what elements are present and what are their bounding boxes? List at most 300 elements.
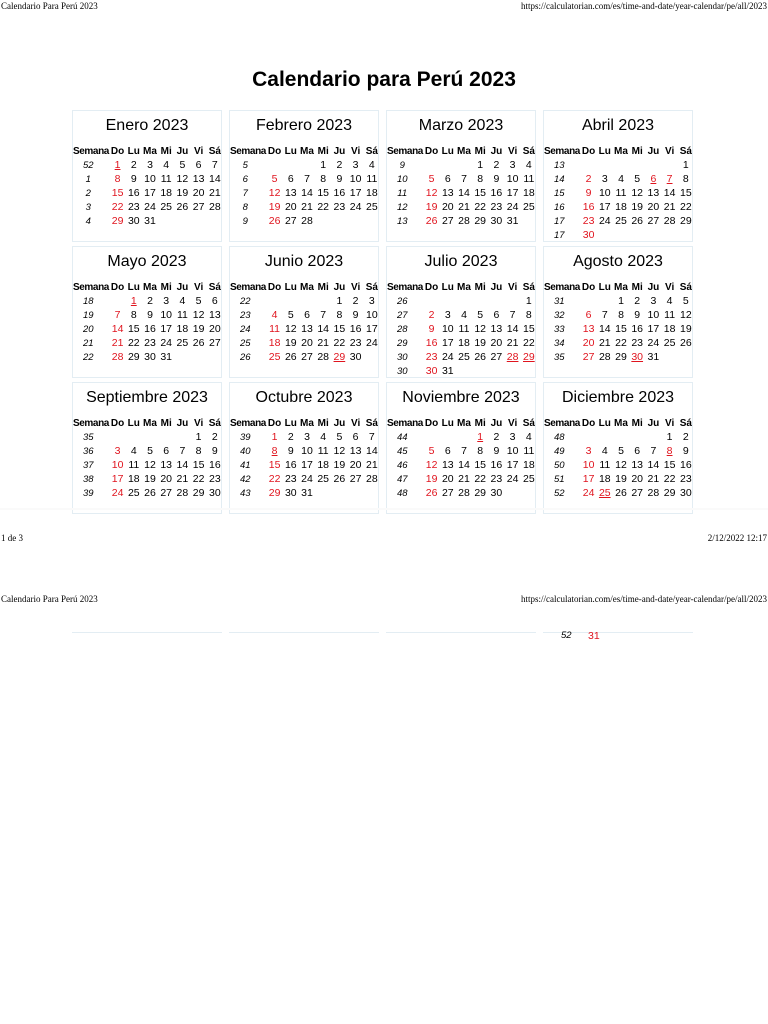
weekday-header: Ju xyxy=(176,281,189,293)
week-number: 20 xyxy=(82,323,94,335)
week-column-header: Semana xyxy=(387,145,423,157)
day-cell: 12 xyxy=(631,187,644,199)
day-cell: 4 xyxy=(618,173,624,185)
day-cell: 3 xyxy=(650,295,657,307)
day-cell: 26 xyxy=(631,215,644,227)
day-cell xyxy=(440,294,456,308)
day-cell: 11 xyxy=(366,173,378,185)
month-block xyxy=(72,110,222,242)
day-cell xyxy=(521,214,537,228)
day-cell: 16 xyxy=(490,187,503,199)
week-number: 13 xyxy=(553,159,565,171)
day-cell: 1 xyxy=(195,431,202,443)
day-cell: 3 xyxy=(352,159,359,171)
day-cell: 28 xyxy=(647,487,660,499)
day-cell: 30 xyxy=(349,351,362,363)
day-cell: 4 xyxy=(130,445,137,457)
day-cell xyxy=(283,294,299,308)
day-cell: 10 xyxy=(647,309,660,321)
day-cell: 21 xyxy=(458,201,470,213)
week-row xyxy=(73,486,223,500)
day-cell: 8 xyxy=(336,309,343,321)
week-row xyxy=(230,430,380,444)
day-cell: 6 xyxy=(444,445,451,457)
day-cell: 23 xyxy=(127,201,140,213)
week-row xyxy=(230,214,380,228)
day-cell: 2 xyxy=(493,159,500,171)
week-number: 6 xyxy=(242,173,248,185)
day-cell: 18 xyxy=(458,337,470,349)
day-cell xyxy=(109,430,125,444)
day-cell: 8 xyxy=(195,445,202,457)
day-cell: 9 xyxy=(130,173,137,185)
month-table xyxy=(73,416,223,500)
day-cell: 27 xyxy=(160,487,173,499)
day-cell xyxy=(315,214,331,228)
day-cell: 12 xyxy=(615,459,627,471)
day-cell: 3 xyxy=(163,295,170,307)
week-number: 49 xyxy=(553,445,565,457)
week-number: 1 xyxy=(85,173,91,185)
weekday-header: Ma xyxy=(614,417,628,429)
day-cell: 29 xyxy=(192,487,205,499)
month-title: Julio 2023 xyxy=(424,253,498,270)
weekday-header: Do xyxy=(267,281,282,293)
day-cell: 22 xyxy=(474,473,487,485)
day-cell: 9 xyxy=(352,309,359,321)
day-cell xyxy=(348,214,364,228)
week-row xyxy=(544,458,694,472)
day-cell: 18 xyxy=(523,187,535,199)
weekday-header: Lu xyxy=(127,281,140,293)
day-cell: 27 xyxy=(631,487,644,499)
day-cell xyxy=(597,228,613,242)
day-cell: 9 xyxy=(147,309,153,321)
week-number: 52 xyxy=(561,630,572,641)
day-cell: 7 xyxy=(666,173,673,185)
week-number: 36 xyxy=(82,445,94,457)
month-title: Febrero 2023 xyxy=(255,117,353,134)
day-cell: 25 xyxy=(268,351,281,363)
day-cell: 7 xyxy=(601,309,608,321)
day-cell: 15 xyxy=(127,323,140,335)
week-number: 31 xyxy=(553,295,565,307)
day-cell: 16 xyxy=(631,323,644,335)
day-cell: 24 xyxy=(506,473,519,485)
day-cell: 19 xyxy=(425,201,438,213)
day-cell: 19 xyxy=(268,201,281,213)
day-cell: 13 xyxy=(284,187,297,199)
day-cell: 29 xyxy=(474,215,487,227)
month-continuation-border xyxy=(72,632,222,633)
day-cell: 29 xyxy=(474,487,487,499)
day-cell: 24 xyxy=(349,201,362,213)
day-cell: 16 xyxy=(425,337,438,349)
week-column-header: Semana xyxy=(387,281,423,293)
day-cell: 4 xyxy=(179,295,186,307)
day-cell: 17 xyxy=(506,187,519,199)
day-cell: 6 xyxy=(493,309,500,321)
day-cell xyxy=(456,364,472,378)
day-cell: 4 xyxy=(163,159,170,171)
day-cell: 14 xyxy=(647,459,660,471)
day-cell: 11 xyxy=(523,173,535,185)
day-cell: 23 xyxy=(284,473,297,485)
weekday-header: Sá xyxy=(208,281,221,293)
week-number: 23 xyxy=(239,309,251,321)
day-cell xyxy=(580,294,596,308)
month-table xyxy=(387,416,537,500)
weekday-header: Ju xyxy=(647,281,660,293)
day-cell: 26 xyxy=(192,337,205,349)
day-cell xyxy=(174,350,190,364)
day-cell: 2 xyxy=(585,173,592,185)
month-block xyxy=(229,110,379,242)
day-cell: 12 xyxy=(425,459,438,471)
week-row xyxy=(387,172,537,186)
day-cell xyxy=(456,430,472,444)
weekday-header: Mi xyxy=(474,281,486,293)
day-cell: 8 xyxy=(666,445,673,457)
day-cell: 14 xyxy=(663,187,676,199)
day-cell xyxy=(613,158,629,172)
day-cell xyxy=(488,294,504,308)
day-cell: 17 xyxy=(160,323,173,335)
weekday-header: Ma xyxy=(457,145,471,157)
weekday-header: Do xyxy=(424,281,439,293)
weekday-header: Mi xyxy=(631,417,643,429)
day-cell: 30 xyxy=(127,215,140,227)
day-cell: 12 xyxy=(176,173,189,185)
day-cell: 2 xyxy=(211,431,218,443)
day-cell: 2 xyxy=(352,295,359,307)
weekday-header: Sá xyxy=(365,145,378,157)
week-number: 37 xyxy=(82,459,94,471)
week-number: 44 xyxy=(396,431,408,443)
week-number: 32 xyxy=(553,309,565,321)
month-block xyxy=(386,110,536,242)
page-break xyxy=(0,508,768,510)
day-cell: 9 xyxy=(428,323,435,335)
weekday-header: Do xyxy=(581,145,596,157)
week-number: 46 xyxy=(396,459,408,471)
day-cell: 3 xyxy=(114,445,121,457)
week-number: 28 xyxy=(396,323,408,335)
week-row xyxy=(230,322,380,336)
day-cell: 24 xyxy=(441,351,454,363)
day-cell: 21 xyxy=(647,473,660,485)
day-cell: 20 xyxy=(647,201,660,213)
month-title: Junio 2023 xyxy=(264,253,344,270)
month-block xyxy=(72,246,222,378)
day-cell: 30 xyxy=(144,351,156,363)
day-cell xyxy=(142,430,158,444)
month-block xyxy=(386,246,536,378)
week-row xyxy=(230,200,380,214)
day-cell: 17 xyxy=(301,459,313,471)
day-cell: 16 xyxy=(284,459,297,471)
day-cell: 6 xyxy=(287,173,294,185)
day-cell xyxy=(331,214,347,228)
day-cell: 10 xyxy=(506,173,519,185)
day-cell: 3 xyxy=(304,431,310,443)
month-table xyxy=(73,144,223,228)
day-cell: 20 xyxy=(192,187,205,199)
day-cell: 4 xyxy=(368,159,375,171)
month-title: Mayo 2023 xyxy=(107,253,187,270)
day-cell: 2 xyxy=(428,309,435,321)
month-table xyxy=(73,280,223,364)
day-cell: 18 xyxy=(127,473,140,485)
day-cell: 15 xyxy=(333,323,346,335)
day-cell: 28 xyxy=(458,487,470,499)
day-cell: 19 xyxy=(176,187,189,199)
day-cell: 26 xyxy=(425,487,438,499)
day-cell: 3 xyxy=(585,445,592,457)
day-cell: 13 xyxy=(647,187,660,199)
week-number: 15 xyxy=(553,187,565,199)
day-cell xyxy=(456,294,472,308)
day-cell: 3 xyxy=(601,173,608,185)
day-cell: 5 xyxy=(195,295,202,307)
day-cell: 23 xyxy=(680,473,692,485)
day-cell: 13 xyxy=(631,459,644,471)
weekday-header: Mi xyxy=(160,417,172,429)
week-row xyxy=(230,350,380,364)
weekday-header: Sá xyxy=(208,417,221,429)
week-number: 35 xyxy=(553,351,565,363)
day-cell xyxy=(597,430,613,444)
day-cell: 13 xyxy=(209,309,221,321)
weekday-header: Ju xyxy=(176,417,189,429)
day-cell: 1 xyxy=(130,295,137,307)
day-cell: 18 xyxy=(598,473,611,485)
day-cell: 10 xyxy=(598,187,611,199)
day-cell: 1 xyxy=(271,431,278,443)
day-cell: 9 xyxy=(211,445,218,457)
day-cell xyxy=(597,294,613,308)
day-cell: 30 xyxy=(490,215,503,227)
weekday-header: Do xyxy=(581,417,596,429)
day-cell: 2 xyxy=(147,295,153,307)
week-row xyxy=(73,444,223,458)
week-row xyxy=(73,336,223,350)
day-cell xyxy=(629,158,645,172)
day-cell: 7 xyxy=(304,173,310,185)
day-cell: 9 xyxy=(336,173,343,185)
day-cell: 20 xyxy=(441,201,454,213)
day-cell: 28 xyxy=(663,215,676,227)
day-cell: 14 xyxy=(301,187,313,199)
weekday-header: Ma xyxy=(457,417,471,429)
week-row xyxy=(73,458,223,472)
day-cell: 12 xyxy=(425,187,438,199)
week-row xyxy=(73,158,223,172)
day-cell: 7 xyxy=(320,309,327,321)
day-cell: 21 xyxy=(301,201,313,213)
day-cell xyxy=(662,228,678,242)
month-block xyxy=(386,382,536,514)
week-number: 9 xyxy=(399,159,405,171)
day-cell: 31 xyxy=(301,487,313,499)
day-cell xyxy=(423,294,439,308)
day-cell: 12 xyxy=(192,309,205,321)
day-cell: 22 xyxy=(474,201,487,213)
day-cell xyxy=(645,228,661,242)
day-cell xyxy=(191,214,207,228)
weekday-header: Mi xyxy=(317,281,329,293)
day-cell: 6 xyxy=(163,445,170,457)
week-row xyxy=(387,472,537,486)
week-column-header: Semana xyxy=(544,281,580,293)
month-block xyxy=(543,110,693,242)
day-cell: 19 xyxy=(425,473,438,485)
day-cell: 23 xyxy=(333,201,346,213)
day-cell: 27 xyxy=(647,215,660,227)
month-table xyxy=(230,280,380,364)
day-cell: 24 xyxy=(506,201,519,213)
weekday-header: Vi xyxy=(350,417,361,429)
day-cell xyxy=(299,158,315,172)
day-cell: 24 xyxy=(144,201,156,213)
day-cell: 9 xyxy=(493,445,500,457)
day-cell: 11 xyxy=(523,445,535,457)
day-cell xyxy=(580,158,596,172)
day-cell: 27 xyxy=(441,215,454,227)
week-column-header: Semana xyxy=(387,417,423,429)
weekday-header: Sá xyxy=(679,417,692,429)
day-cell xyxy=(440,430,456,444)
day-cell: 22 xyxy=(615,337,627,349)
week-number: 17 xyxy=(553,229,565,241)
day-cell: 13 xyxy=(160,459,173,471)
page2-header-title: Calendario Para Perú 2023 xyxy=(1,594,98,604)
week-number: 48 xyxy=(553,431,565,443)
day-cell: 21 xyxy=(176,473,189,485)
weekday-header: Lu xyxy=(441,281,454,293)
weekday-header: Mi xyxy=(317,417,329,429)
day-cell: 8 xyxy=(130,309,137,321)
week-number: 42 xyxy=(239,473,251,485)
week-number: 39 xyxy=(82,487,94,499)
weekday-header: Vi xyxy=(664,145,675,157)
day-cell xyxy=(158,430,174,444)
day-cell: 20 xyxy=(160,473,173,485)
weekday-header: Do xyxy=(581,281,596,293)
day-cell: 6 xyxy=(304,309,310,321)
week-row xyxy=(73,322,223,336)
day-cell: 9 xyxy=(287,445,294,457)
day-cell: 11 xyxy=(615,187,627,199)
day-cell: 19 xyxy=(192,323,205,335)
week-row xyxy=(73,214,223,228)
week-number: 22 xyxy=(239,295,251,307)
month-title: Noviembre 2023 xyxy=(402,389,520,406)
day-cell: 23 xyxy=(582,215,595,227)
week-row xyxy=(387,364,537,378)
month-title: Septiembre 2023 xyxy=(86,389,208,406)
day-cell: 31 xyxy=(441,365,454,377)
day-cell: 12 xyxy=(333,445,346,457)
day-cell: 10 xyxy=(111,459,124,471)
day-cell: 26 xyxy=(284,351,297,363)
day-cell xyxy=(597,158,613,172)
day-cell xyxy=(580,430,596,444)
day-cell: 25 xyxy=(663,337,676,349)
day-cell: 18 xyxy=(268,337,281,349)
day-cell: 3 xyxy=(444,309,451,321)
week-row xyxy=(544,172,694,186)
weekday-header: Lu xyxy=(284,417,297,429)
day-cell: 13 xyxy=(490,323,503,335)
weekday-header: Mi xyxy=(474,145,486,157)
week-number: 51 xyxy=(553,473,565,485)
week-row xyxy=(544,200,694,214)
week-number: 11 xyxy=(397,187,408,199)
day-cell xyxy=(364,486,380,500)
day-cell: 16 xyxy=(127,187,140,199)
week-row xyxy=(230,308,380,322)
day-cell: 27 xyxy=(349,473,362,485)
day-cell: 13 xyxy=(582,323,595,335)
weekday-header: Vi xyxy=(664,281,675,293)
week-number: 33 xyxy=(553,323,565,335)
day-cell: 25 xyxy=(598,487,611,499)
page-title: Calendario para Perú 2023 xyxy=(252,68,516,91)
week-column-header: Semana xyxy=(544,145,580,157)
day-cell xyxy=(505,486,521,500)
weekday-header: Ma xyxy=(614,145,628,157)
day-cell: 18 xyxy=(663,323,676,335)
week-row xyxy=(387,336,537,350)
day-cell: 31 xyxy=(647,351,660,363)
day-cell: 31 xyxy=(160,351,173,363)
day-cell: 21 xyxy=(458,473,470,485)
day-cell: 19 xyxy=(615,473,627,485)
day-cell xyxy=(440,158,456,172)
day-cell: 17 xyxy=(441,337,454,349)
month-table xyxy=(230,144,380,228)
day-cell: 20 xyxy=(631,473,644,485)
day-cell: 25 xyxy=(366,201,378,213)
weekday-header: Sá xyxy=(679,281,692,293)
day-cell: 31 xyxy=(588,630,600,642)
weekday-header: Mi xyxy=(474,417,486,429)
day-cell: 8 xyxy=(320,173,327,185)
weekday-header: Vi xyxy=(664,417,675,429)
day-cell: 24 xyxy=(301,473,313,485)
day-cell: 5 xyxy=(682,295,689,307)
weekday-header: Lu xyxy=(284,145,297,157)
day-cell: 23 xyxy=(349,337,362,349)
day-cell: 20 xyxy=(284,201,297,213)
day-cell: 3 xyxy=(147,159,153,171)
week-column-header: Semana xyxy=(73,145,109,157)
day-cell: 15 xyxy=(268,459,281,471)
day-cell: 26 xyxy=(615,487,627,499)
day-cell: 7 xyxy=(211,159,218,171)
day-cell: 8 xyxy=(682,173,689,185)
day-cell: 8 xyxy=(477,445,484,457)
day-cell: 26 xyxy=(176,201,189,213)
weekday-header: Sá xyxy=(522,145,535,157)
month-block xyxy=(229,246,379,378)
weekday-header: Ma xyxy=(300,417,314,429)
weekday-header: Lu xyxy=(598,417,611,429)
day-cell xyxy=(662,158,678,172)
day-cell: 7 xyxy=(179,445,186,457)
day-cell: 26 xyxy=(425,215,438,227)
